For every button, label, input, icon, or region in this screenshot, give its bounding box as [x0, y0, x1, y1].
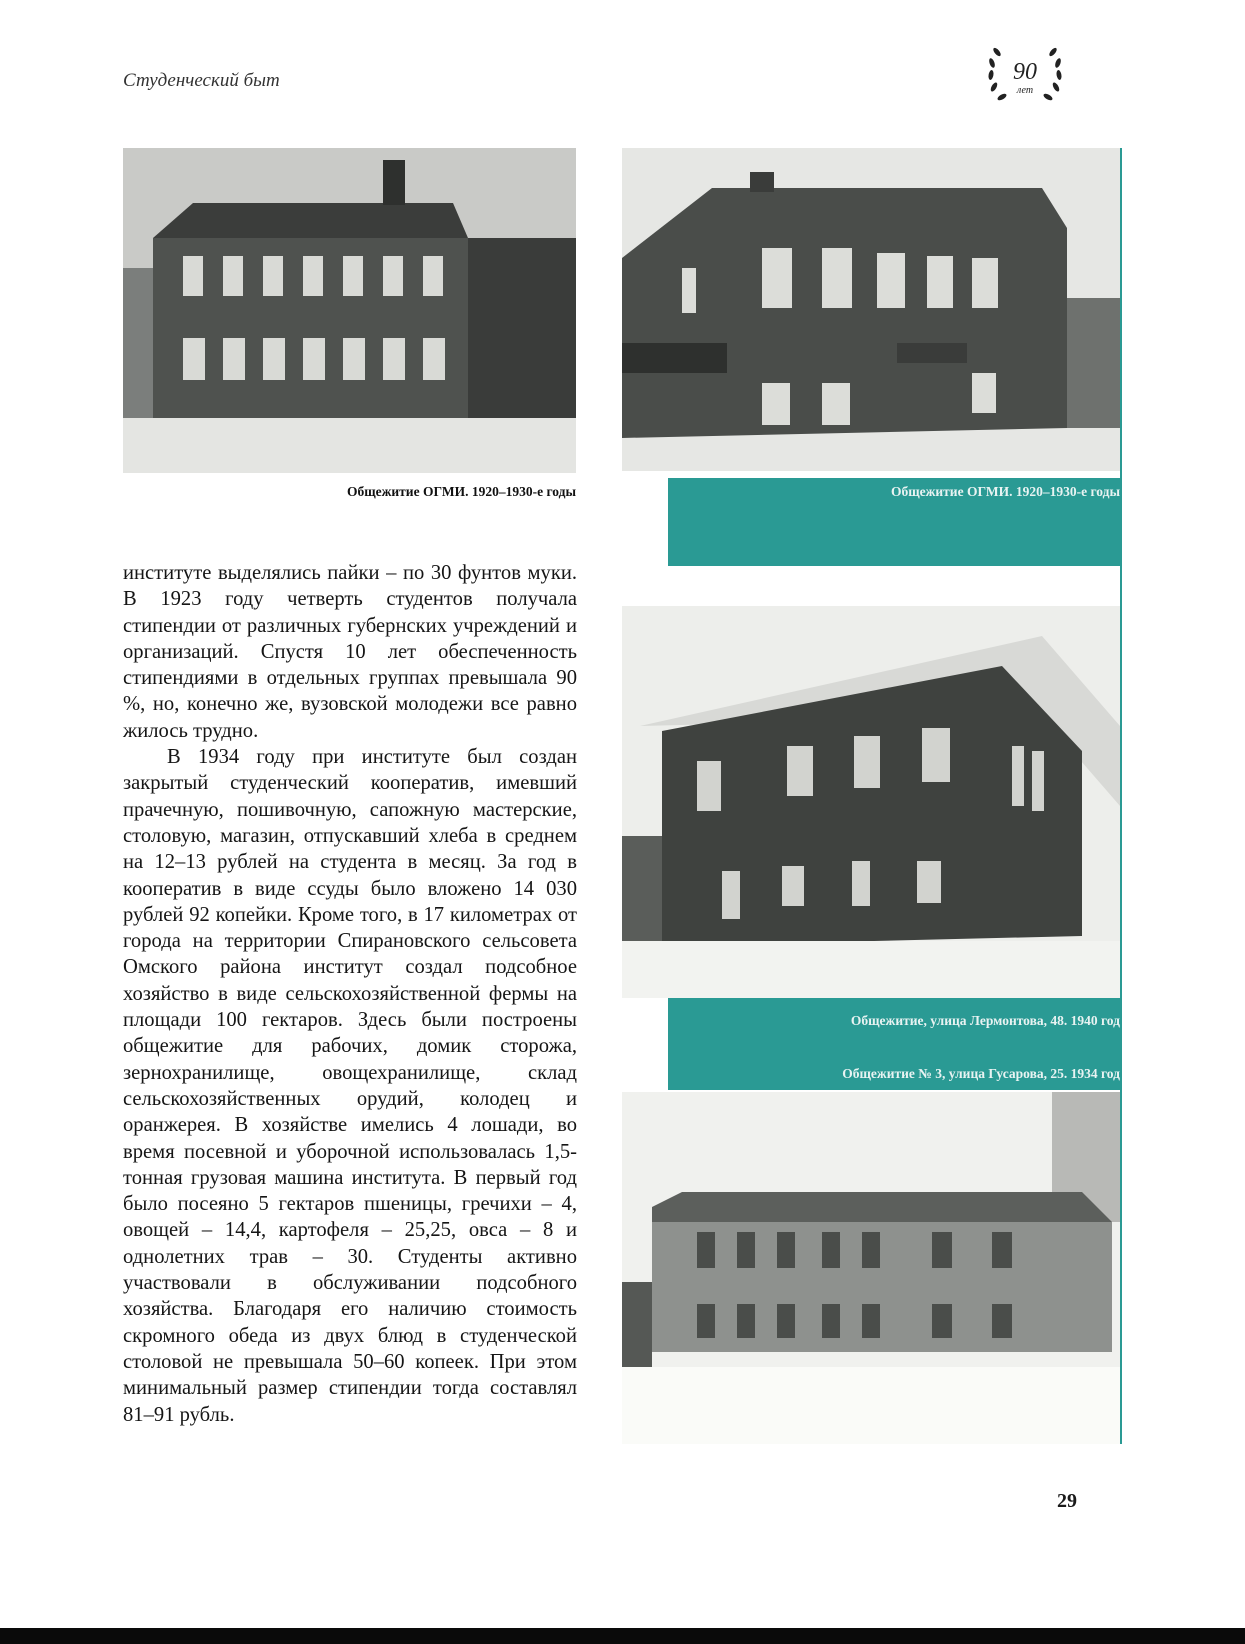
laurel-wreath-icon [980, 35, 1070, 115]
paragraph-2: В 1934 году при институте был создан закрытый студенческий кооператив, имевший прачечную, пошивочную, сапожную мастерские, столовую, магазин, отпускавший хлеба в среднем на 12–13 рублей на студента в месяц. За год в кооператив в виде ссуды было вложено 14 030 рублей 92 копейки. Кроме того, в 17 километрах от города на территории Спирановского сельсовета Омского района институт создал подсобное хозяйство в виде сельскохозяйственной фермы на площади 100 гектаров. Здесь были построены общежитие для рабочих, домик сторожа, зернохранилище, овощехранилище, склад сельскохозяйственных орудий, колодец и оранжерея. В хозяйстве имелись 4 лошади, во время посевной и уборочной использовалась 1,5-тонная грузовая машина института. В первый год было посеяно 5 гектаров пшеницы, гречихи – 4, овощей – 14,4, картофеля – 25,25, овса – 8 и однолетних трав – 30. Студенты активно участвовали в обслуживании подсобного хозяйства. Благодаря его наличию стоимость скромного обеда из двух блюд в студенческой столовой не превышала 50–60 копеек. При этом минимальный размер стипендии тогда составлял 81–91 рубль. [123, 746, 577, 1426]
bottom-edge-bar [0, 1628, 1245, 1644]
accent-edge-line [1120, 148, 1122, 1444]
body-text [123, 560, 577, 1428]
photo-caption-3: Общежитие, улица Лермонтова, 48. 1940 год [850, 1013, 1120, 1028]
photo-caption-4: Общежитие № 3, улица Гусарова, 25. 1934 год [842, 1066, 1120, 1081]
photo-dormitory-2 [622, 148, 1120, 471]
running-title: Студенческий быт [123, 70, 280, 91]
paragraph-1: институте выделялись пайки – по 30 фунтов муки. В 1923 году четверть студентов получала стипендии от различных губернских учреждений и организаций. Спустя 10 лет обеспеченность стипендиями в отдельных группах превышала 90 %, но, конечно же, вузовской молодежи все равно жилось трудно. [123, 562, 577, 742]
anniversary-emblem [980, 35, 1070, 115]
photo-caption-1: Общежитие ОГМИ. 1920–1930-е годы [346, 484, 576, 499]
photo-dormitory-1 [123, 148, 576, 473]
photo-caption-2: Общежитие ОГМИ. 1920–1930-е годы [890, 484, 1120, 499]
svg-text:лет: лет [1016, 85, 1034, 96]
photo-dormitory-3 [622, 606, 1120, 998]
page-number: 29 [1057, 1490, 1077, 1512]
photo-dormitory-4 [622, 1092, 1120, 1444]
svg-text:90: 90 [1013, 59, 1037, 85]
